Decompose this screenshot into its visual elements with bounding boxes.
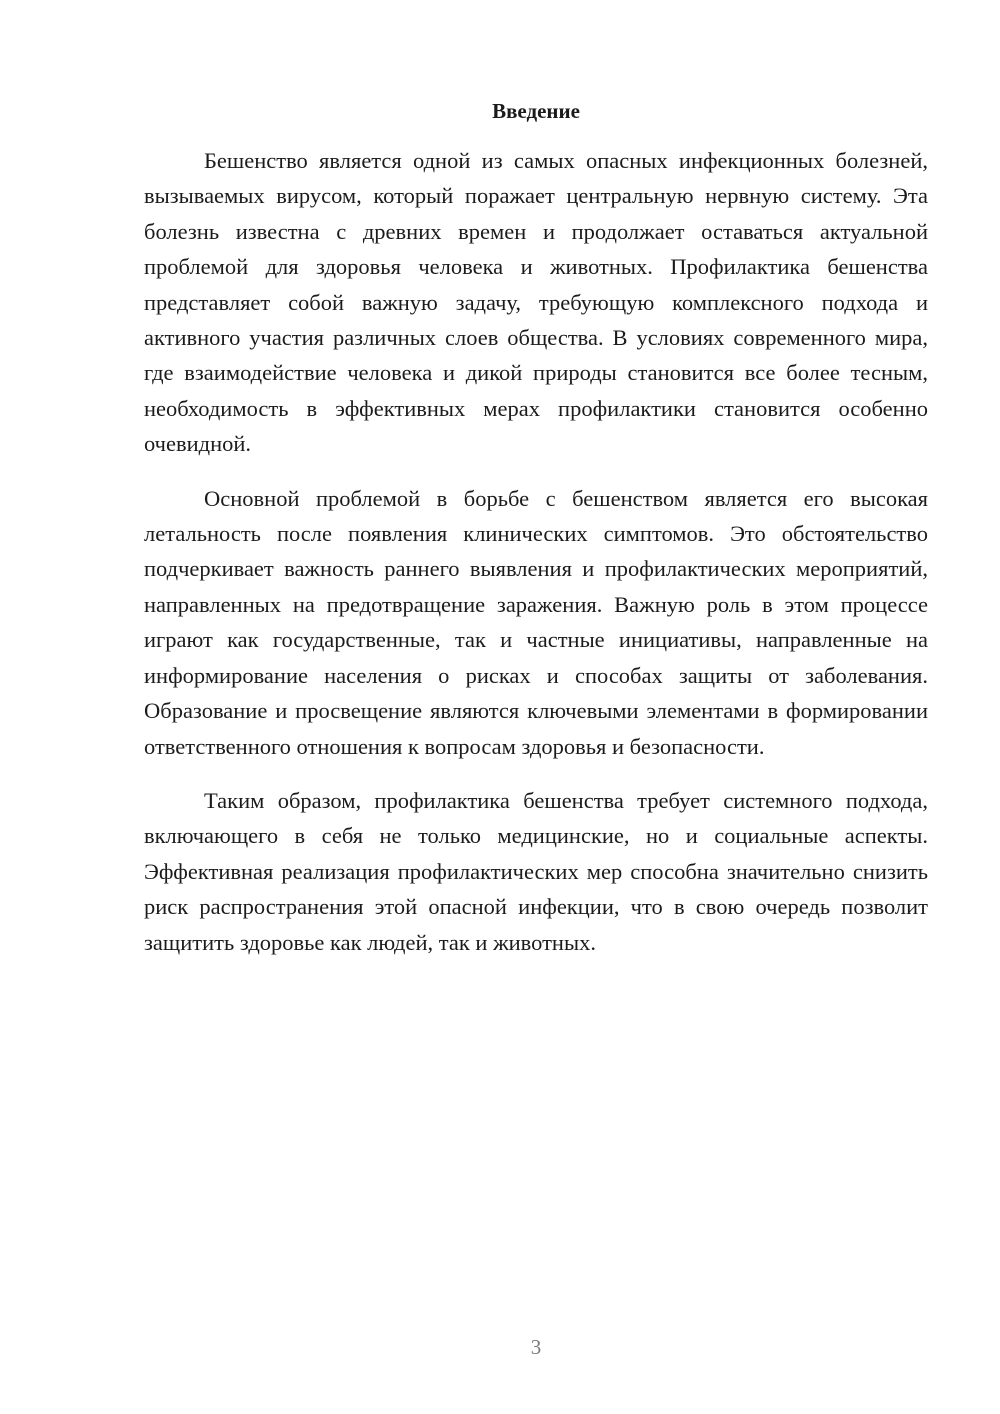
page-number: 3 xyxy=(530,1335,542,1359)
section-title: Введение xyxy=(492,99,580,123)
paragraph-2: Основной проблемой в борьбе с бешенством является его высокая летальность после появления клинических симптомов. Это обстоятельство подчеркивает важность раннего выявления и профилактических мероприятий, направленных на предотвращение заражения. Важную роль в этом процессе играют как государственные, так и частные инициативы, направленные на информирование населения о рисках и способах защиты от заболевания. Образование и просвещение являются ключевыми элементами в формировании ответственного отношения к вопросам здоровья и безопасности. xyxy=(144,485,928,759)
paragraph-3: Таким образом, профилактика бешенства требует системного подхода, включающего в себя не только медицинские, но и социальные аспекты. Эффективная реализация профилактических мер способна значительно снизить риск распространения этой опасной инфекции, что в свою очередь позволит защитить здоровье как людей, так и животных. xyxy=(144,787,928,955)
body-text xyxy=(144,143,928,979)
paragraph-1: Бешенство является одной из самых опасных инфекционных болезней, вызываемых вирусом, который поражает центральную нервную систему. Эта болезнь известна с древних времен и продолжает оставаться актуальной проблемой для здоровья человека и животных. Профилактика бешенства представляет собой важную задачу, требующую комплексного подхода и активного участия различных слоев общества. В условиях современного мира, где взаимодействие человека и дикой природы становится все более тесным, необходимость в эффективных мерах профилактики становится особенно очевидной. xyxy=(144,148,928,457)
